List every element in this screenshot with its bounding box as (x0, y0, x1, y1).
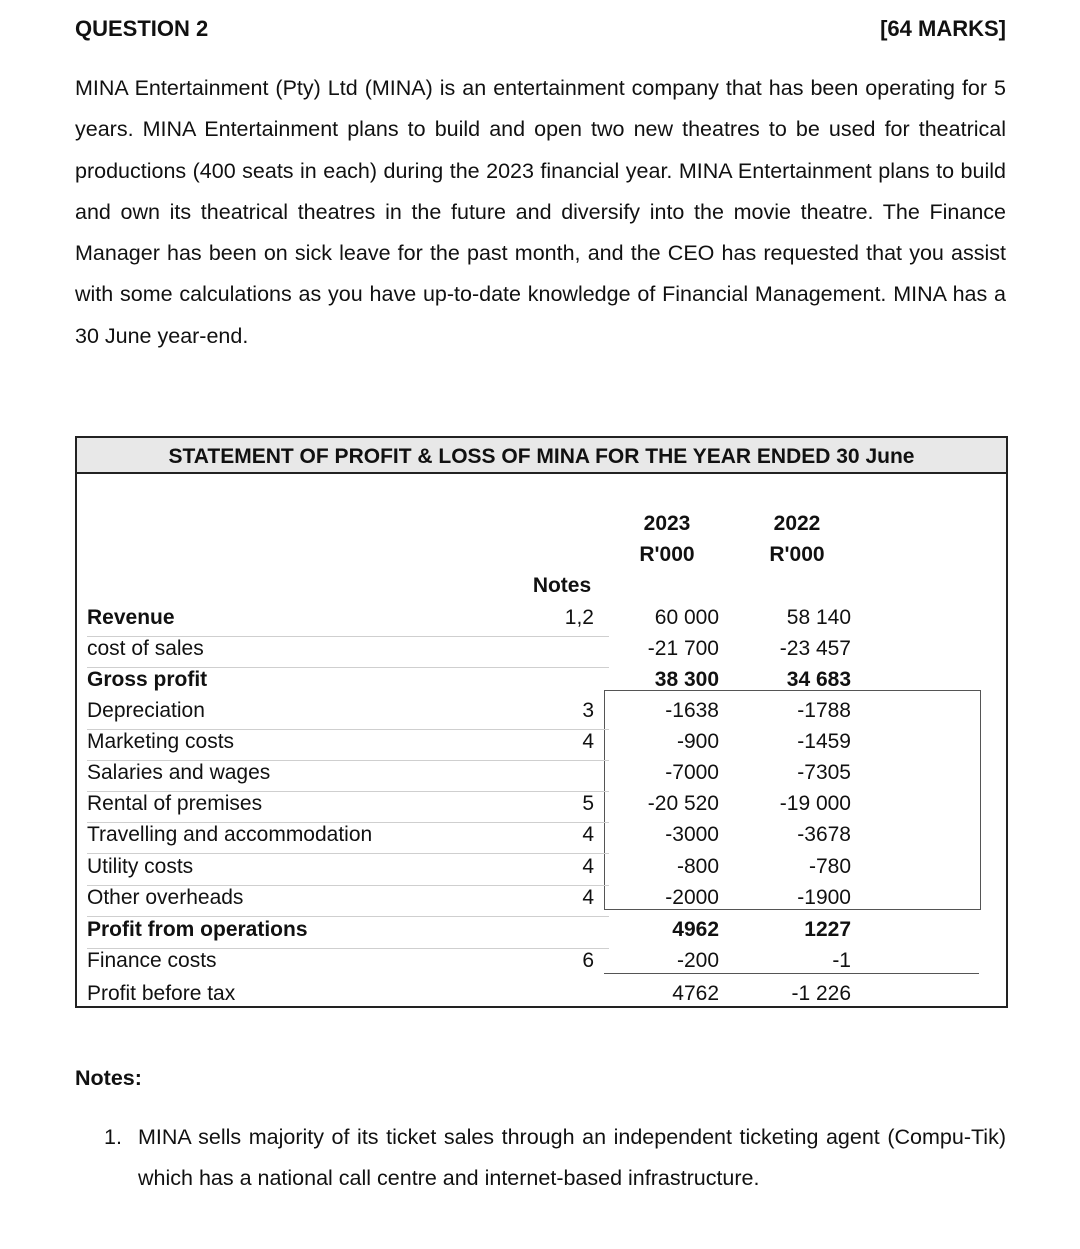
notes-title: Notes: (75, 1066, 142, 1090)
statement-title: STATEMENT OF PROFIT & LOSS OF MINA FOR THE YEAR ENDED 30 June (77, 438, 1006, 474)
row-rental-premises (77, 792, 1006, 823)
row-value-2022: -1 (832, 949, 851, 972)
row-travelling-accommodation (77, 823, 1006, 854)
row-value-2023: 4962 (672, 918, 719, 941)
row-label: Revenue (87, 606, 175, 629)
row-value-2022: -1900 (797, 886, 851, 909)
row-label: Travelling and accommodation (87, 823, 373, 846)
subtotal-underline (604, 973, 979, 974)
question-title: QUESTION 2 (75, 16, 209, 41)
row-value-2023: -200 (676, 949, 719, 972)
row-salaries-wages (77, 761, 1006, 792)
row-value-2022: -19 000 (779, 792, 851, 815)
notes-list (104, 1117, 1006, 1199)
row-note: 5 (582, 792, 594, 815)
row-revenue (77, 606, 1006, 637)
profit-loss-statement (75, 436, 1008, 1008)
row-note: 4 (582, 730, 594, 753)
row-value-2023: 38 300 (654, 668, 719, 691)
row-label: Salaries and wages (87, 761, 271, 784)
row-other-overheads (77, 886, 1006, 917)
row-note: 1,2 (564, 606, 594, 629)
row-value-2023: -1638 (665, 699, 719, 722)
row-value-2022: -1788 (797, 699, 851, 722)
row-finance-costs (77, 949, 1006, 980)
row-note: 4 (582, 855, 594, 878)
row-profit-from-operations (77, 918, 1006, 949)
row-value-2023: -7000 (665, 761, 719, 784)
row-value-2023: 4762 (672, 982, 719, 1005)
row-divider (87, 916, 609, 917)
col-2022-year: 2022 (773, 512, 821, 535)
row-value-2022: 34 683 (786, 668, 851, 691)
row-note: 3 (582, 699, 594, 722)
row-depreciation (77, 699, 1006, 730)
question-marks: [64 MARKS] (880, 16, 1006, 41)
row-value-2022: 1227 (804, 918, 851, 941)
col-2022-unit: R'000 (769, 543, 825, 566)
row-value-2023: -2000 (665, 886, 719, 909)
row-label: Profit from operations (87, 918, 308, 941)
row-divider (87, 853, 609, 854)
col-2023-unit: R'000 (639, 543, 695, 566)
row-value-2022: -23 457 (779, 637, 851, 660)
row-value-2022: -7305 (797, 761, 851, 784)
row-value-2023: 60 000 (654, 606, 719, 629)
row-label: Other overheads (87, 886, 244, 909)
note-text: MINA sells majority of its ticket sales through an independent ticketing agent (Compu-Tik) which has a national call centre and internet-based infrastructure. (138, 1125, 1006, 1190)
row-value-2022: -3678 (797, 823, 851, 846)
row-value-2023: -800 (676, 855, 719, 878)
row-cost-of-sales (77, 637, 1006, 668)
row-label: Utility costs (87, 855, 194, 878)
row-label: cost of sales (87, 637, 204, 660)
row-value-2023: -900 (676, 730, 719, 753)
row-value-2022: -1459 (797, 730, 851, 753)
row-label: Depreciation (87, 699, 205, 722)
row-label: Gross profit (87, 668, 208, 691)
row-value-2023: -20 520 (647, 792, 719, 815)
note-item (104, 1117, 1006, 1199)
row-note: 4 (582, 823, 594, 846)
row-marketing-costs (77, 730, 1006, 761)
row-label: Finance costs (87, 949, 217, 972)
intro-paragraph: MINA Entertainment (Pty) Ltd (MINA) is an entertainment company that has been operating for 5 years. MINA Entertainment plans to build and open two new theatres to be used for theatrical productions (400 seats in each) during the 2023 financial year. MINA Entertainment plans to build and own its theatrical theatres in the future and diversify into the movie theatre. The Finance Manager has been on sick leave for the past month, and the CEO has requested that you assist with some calculations as you have up-to-date knowledge of Financial Management. MINA has a 30 June year-end. (75, 76, 1006, 348)
row-value-2022: -780 (808, 855, 851, 878)
notes-column-header: Notes (532, 574, 592, 597)
row-utility-costs (77, 855, 1006, 886)
row-value-2022: 58 140 (786, 606, 851, 629)
row-value-2023: -21 700 (647, 637, 719, 660)
row-label: Marketing costs (87, 730, 235, 753)
row-label: Profit before tax (87, 982, 236, 1005)
note-number: 1. (104, 1125, 122, 1149)
question-header (75, 16, 1006, 48)
col-2023-year: 2023 (643, 512, 691, 535)
row-value-2022: -1 226 (791, 982, 851, 1005)
row-label: Rental of premises (87, 792, 263, 815)
row-note: 6 (582, 949, 594, 972)
row-profit-before-tax (77, 982, 1006, 1013)
row-note: 4 (582, 886, 594, 909)
row-value-2023: -3000 (665, 823, 719, 846)
